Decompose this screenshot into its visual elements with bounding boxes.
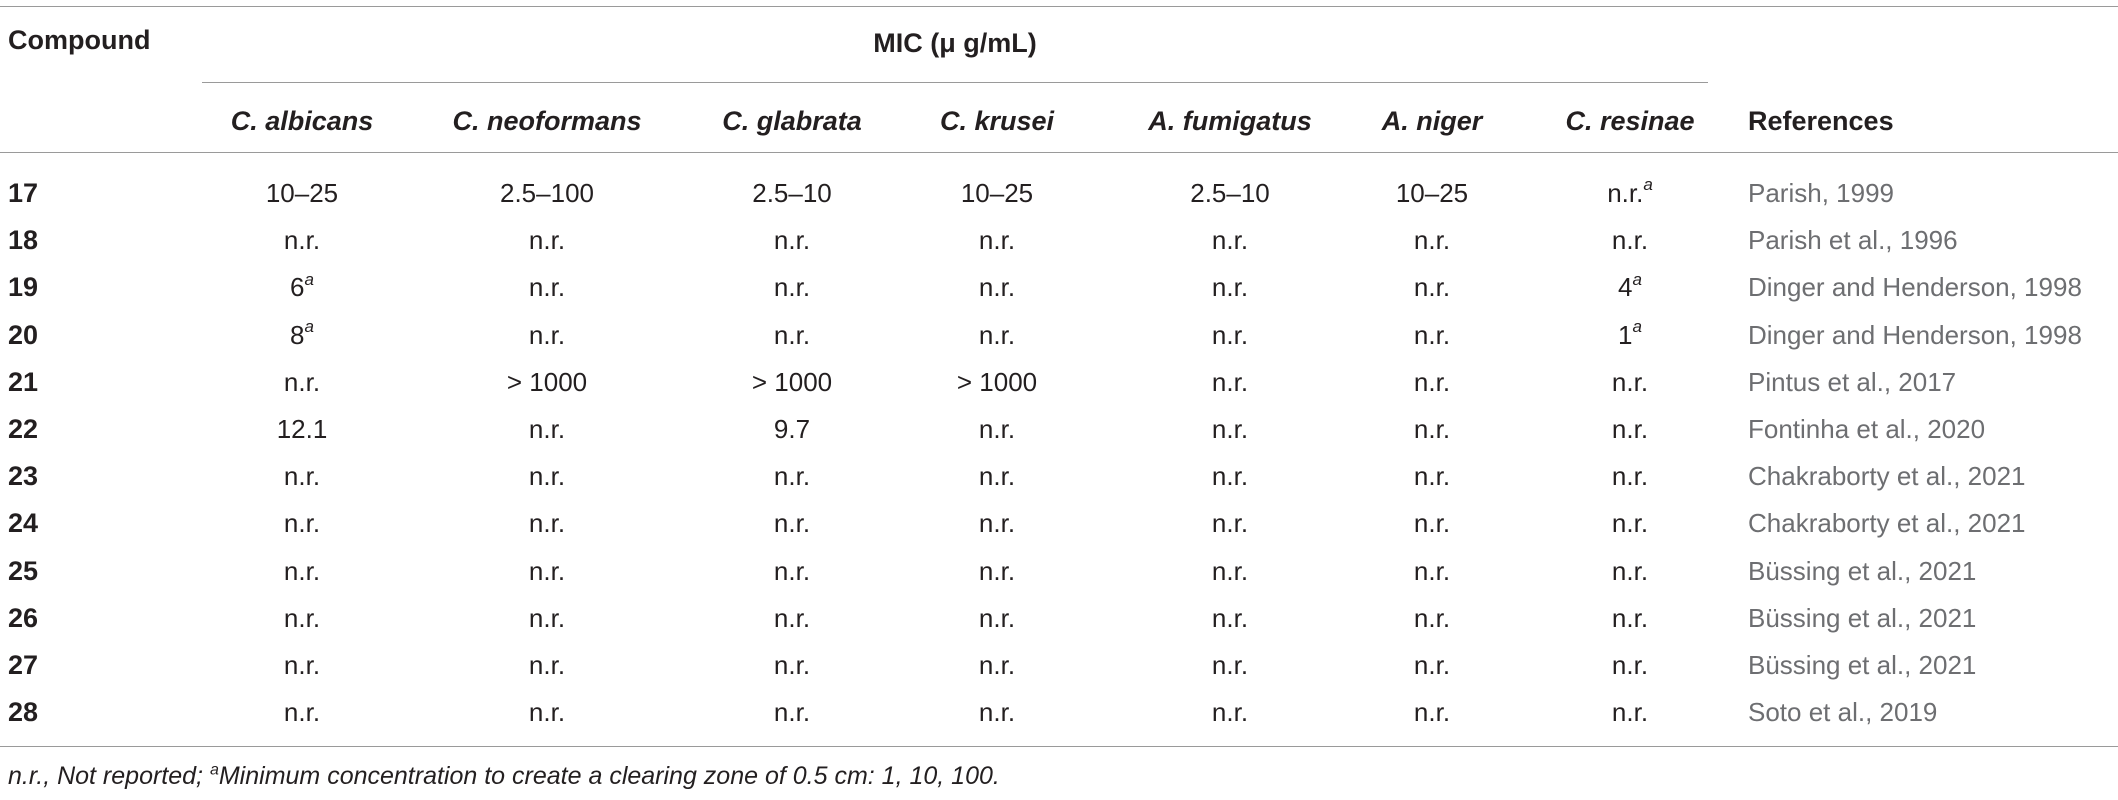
- mic-value: [672, 312, 912, 359]
- mic-value: [427, 453, 667, 500]
- mic-value-text: n.r.: [528, 319, 566, 350]
- footnote-marker: a: [304, 316, 314, 336]
- mic-value: [182, 264, 422, 311]
- mic-value-text: n.r.: [1211, 650, 1249, 680]
- compound-id: 24: [8, 508, 39, 539]
- mic-value-text: n.r.: [1211, 225, 1249, 256]
- mic-value-text: 9.7: [773, 414, 811, 444]
- mic-value-text: n.r.: [1211, 272, 1249, 303]
- mic-value: [1510, 595, 1750, 642]
- header-col-a-fumigatus: A. fumigatus: [1148, 106, 1312, 136]
- mic-span-rule: [202, 82, 1708, 83]
- mic-value-text: n.r.: [978, 508, 1016, 539]
- mic-value: [672, 548, 912, 595]
- mic-value-text: n.r.: [528, 602, 566, 633]
- mic-value-text: n.r.: [1413, 414, 1451, 444]
- mic-value-text: n.r.: [528, 697, 566, 728]
- mic-value-text: n.r.: [978, 602, 1016, 633]
- table-row: [0, 264, 2118, 311]
- mic-value: [672, 642, 912, 689]
- mic-value: [672, 264, 912, 311]
- mic-value: [877, 500, 1117, 547]
- mic-value: [672, 359, 912, 406]
- mic-value-text: n.r.: [1607, 178, 1644, 208]
- mic-value: [1510, 642, 1750, 689]
- mic-value-text: n.r.: [1211, 319, 1249, 350]
- mic-value: [427, 548, 667, 595]
- mic-value-text: n.r.: [978, 272, 1016, 303]
- header-col-a-niger: A. niger: [1381, 106, 1483, 136]
- mic-value-text: n.r.: [528, 225, 566, 256]
- compound-id: 19: [8, 272, 39, 303]
- mic-value: [672, 453, 912, 500]
- mic-value: [672, 217, 912, 264]
- mic-value-text: 2.5–10: [752, 178, 832, 208]
- reference-citation: Parish et al., 1996: [1748, 225, 1958, 256]
- mic-value-text: n.r.: [528, 414, 566, 444]
- header-col-c-resinae: C. resinae: [1565, 106, 1695, 136]
- mic-value-text: n.r.: [773, 697, 811, 728]
- mic-value-text: n.r.: [1413, 319, 1451, 350]
- table-row: [0, 312, 2118, 359]
- mic-value-text: 12.1: [276, 414, 328, 444]
- mic-value: [672, 689, 912, 736]
- mic-value: [1510, 689, 1750, 736]
- mic-value: [672, 406, 912, 453]
- mic-value-text: n.r.: [773, 272, 811, 303]
- compound-id: 17: [8, 178, 39, 208]
- mic-value-text: n.r.: [978, 319, 1016, 350]
- table-row: [0, 217, 2118, 264]
- mic-value: [182, 170, 422, 217]
- mic-value-text: n.r.: [773, 225, 811, 256]
- header-references: References: [1748, 106, 1894, 136]
- compound-id: 22: [8, 414, 39, 444]
- table-row: [0, 642, 2118, 689]
- mic-value: [427, 689, 667, 736]
- mic-value: [672, 595, 912, 642]
- mic-value: [427, 500, 667, 547]
- mic-value-text: n.r.: [978, 650, 1016, 680]
- mic-value: [1510, 453, 1750, 500]
- compound-id: 18: [8, 225, 39, 256]
- header-col-c-neoformans: C. neoformans: [452, 106, 642, 136]
- mic-value: [1510, 548, 1750, 595]
- mic-value-text: n.r.: [978, 697, 1016, 728]
- mic-value-text: n.r.: [1413, 461, 1451, 492]
- mic-value-text: n.r.: [528, 461, 566, 492]
- mic-value: [182, 406, 422, 453]
- mic-value-text: n.r.: [1611, 555, 1649, 586]
- table-row: [0, 500, 2118, 547]
- mic-value: [427, 312, 667, 359]
- compound-id: 23: [8, 461, 39, 492]
- mic-value: [1510, 217, 1750, 264]
- mic-value: [427, 595, 667, 642]
- footnote-marker: a: [1643, 175, 1653, 195]
- table-row: [0, 453, 2118, 500]
- mic-value-text: n.r.: [1611, 461, 1649, 492]
- mic-value-text: n.r.: [773, 319, 811, 350]
- reference-citation: Büssing et al., 2021: [1748, 650, 1977, 680]
- mic-value-text: n.r.: [1211, 366, 1249, 397]
- table-bottom-rule: [0, 746, 2118, 747]
- mic-value: [182, 453, 422, 500]
- header-col-c-krusei: C. krusei: [939, 106, 1055, 136]
- mic-value-text: n.r.: [1413, 508, 1451, 539]
- table-top-rule: [0, 6, 2118, 7]
- mic-value-text: n.r.: [528, 272, 566, 303]
- mic-value-text: n.r.: [1211, 697, 1249, 728]
- mic-value-text: 2.5–10: [1190, 178, 1270, 208]
- reference-citation: Dinger and Henderson, 1998: [1748, 319, 2082, 350]
- table-row: [0, 689, 2118, 736]
- mic-value: [182, 359, 422, 406]
- mic-value-text: 8: [290, 319, 305, 350]
- mic-value-text: n.r.: [1211, 602, 1249, 633]
- compound-id: 20: [8, 319, 39, 350]
- header-mic: MIC (μ g/mL): [873, 28, 1037, 58]
- mic-value-text: n.r.: [978, 461, 1016, 492]
- mic-value-text: n.r.: [773, 555, 811, 586]
- mic-value-text: n.r.: [1413, 225, 1451, 256]
- mic-value: [427, 264, 667, 311]
- header-col-c-glabrata: C. glabrata: [722, 106, 862, 136]
- mic-value: [672, 500, 912, 547]
- table-row: [0, 548, 2118, 595]
- mic-value-text: n.r.: [773, 602, 811, 633]
- mic-value-text: n.r.: [1611, 225, 1649, 256]
- mic-value-text: n.r.: [1413, 650, 1451, 680]
- mic-value: [877, 312, 1117, 359]
- mic-value-text: n.r.: [1413, 272, 1451, 303]
- mic-value: [427, 359, 667, 406]
- mic-value-text: n.r.: [283, 555, 321, 586]
- mic-value-text: 10–25: [265, 178, 339, 208]
- reference-citation: Dinger and Henderson, 1998: [1748, 272, 2082, 303]
- mic-value: [877, 264, 1117, 311]
- table-row: [0, 406, 2118, 453]
- reference-citation: Büssing et al., 2021: [1748, 555, 1977, 586]
- mic-value-text: n.r.: [1611, 414, 1649, 444]
- reference-citation: Parish, 1999: [1748, 178, 1894, 208]
- mic-value: [1510, 170, 1750, 217]
- mic-value-text: n.r.: [978, 225, 1016, 256]
- mic-value-text: n.r.: [1211, 508, 1249, 539]
- mic-value: [427, 406, 667, 453]
- mic-value-text: n.r.: [1211, 414, 1249, 444]
- footnote-abbrev: n.r., Not reported;: [8, 762, 210, 790]
- compound-id: 27: [8, 650, 39, 680]
- footnote-text: Minimum concentration to create a clearing zone of 0.5 cm: 1, 10, 100.: [218, 762, 1000, 790]
- mic-value: [1510, 312, 1750, 359]
- reference-citation: Pintus et al., 2017: [1748, 366, 1957, 397]
- mic-value: [182, 312, 422, 359]
- mic-value: [1510, 359, 1750, 406]
- mic-value-text: n.r.: [283, 508, 321, 539]
- mic-value-text: 4: [1618, 272, 1633, 303]
- compound-id: 21: [8, 366, 39, 397]
- mic-value-text: > 1000: [956, 366, 1038, 397]
- mic-value: [182, 642, 422, 689]
- footnote-marker: a: [1632, 269, 1642, 289]
- footnote-marker: a: [209, 761, 219, 779]
- mic-value: [877, 406, 1117, 453]
- header-bottom-rule: [0, 152, 2118, 153]
- mic-value: [877, 689, 1117, 736]
- mic-value-text: 6: [290, 272, 305, 303]
- mic-value: [182, 217, 422, 264]
- table-row: [0, 359, 2118, 406]
- mic-value: [182, 689, 422, 736]
- table-footnote: [8, 760, 1000, 792]
- mic-value-text: n.r.: [1611, 650, 1649, 680]
- mic-value-text: n.r.: [1413, 366, 1451, 397]
- footnote-marker: a: [304, 269, 314, 289]
- mic-value-text: n.r.: [978, 555, 1016, 586]
- mic-value: [877, 642, 1117, 689]
- mic-value: [877, 170, 1117, 217]
- compound-id: 25: [8, 555, 39, 586]
- mic-value-text: n.r.: [1611, 508, 1649, 539]
- mic-value: [427, 642, 667, 689]
- header-col-c-albicans: C. albicans: [230, 106, 374, 136]
- reference-citation: Fontinha et al., 2020: [1748, 414, 1986, 444]
- mic-value-text: n.r.: [1413, 697, 1451, 728]
- mic-value-text: n.r.: [1413, 555, 1451, 586]
- mic-value-text: n.r.: [773, 650, 811, 680]
- mic-value: [877, 595, 1117, 642]
- mic-value-text: > 1000: [751, 366, 833, 397]
- footnote-marker: a: [1632, 316, 1642, 336]
- mic-value-text: 10–25: [1395, 178, 1469, 208]
- header-compound: Compound: [8, 25, 151, 55]
- mic-value: [182, 548, 422, 595]
- mic-value-text: n.r.: [1611, 697, 1649, 728]
- compound-id: 28: [8, 697, 39, 728]
- mic-value: [1510, 406, 1750, 453]
- mic-value-text: n.r.: [1611, 366, 1649, 397]
- mic-value: [1510, 500, 1750, 547]
- mic-value-text: n.r.: [1211, 555, 1249, 586]
- mic-value-text: n.r.: [978, 414, 1016, 444]
- mic-value: [1510, 264, 1750, 311]
- mic-value-text: n.r.: [1611, 602, 1649, 633]
- mic-value-text: n.r.: [283, 697, 321, 728]
- mic-value: [182, 500, 422, 547]
- mic-value-text: n.r.: [283, 225, 321, 256]
- mic-value-text: > 1000: [506, 366, 588, 397]
- reference-citation: Chakraborty et al., 2021: [1748, 508, 2026, 539]
- mic-value-text: 2.5–100: [500, 178, 594, 208]
- mic-value: [427, 170, 667, 217]
- mic-value-text: n.r.: [283, 461, 321, 492]
- compound-id: 26: [8, 602, 39, 633]
- mic-value-text: n.r.: [528, 555, 566, 586]
- mic-value: [877, 359, 1117, 406]
- table-row: [0, 170, 2118, 217]
- mic-value-text: n.r.: [528, 650, 566, 680]
- mic-value: [182, 595, 422, 642]
- table-row: [0, 595, 2118, 642]
- mic-value-text: n.r.: [528, 508, 566, 539]
- mic-value: [877, 548, 1117, 595]
- mic-value-text: n.r.: [283, 602, 321, 633]
- reference-citation: Chakraborty et al., 2021: [1748, 461, 2026, 492]
- mic-value: [672, 170, 912, 217]
- reference-citation: Büssing et al., 2021: [1748, 602, 1977, 633]
- mic-value-text: n.r.: [1413, 602, 1451, 633]
- mic-value-text: n.r.: [773, 461, 811, 492]
- mic-value-text: n.r.: [773, 508, 811, 539]
- reference-citation: Soto et al., 2019: [1748, 697, 1938, 728]
- mic-value-text: n.r.: [1211, 461, 1249, 492]
- mic-value-text: 10–25: [960, 178, 1034, 208]
- mic-value: [427, 217, 667, 264]
- mic-value-text: 1: [1618, 319, 1633, 350]
- mic-value-text: n.r.: [283, 650, 321, 680]
- mic-value: [877, 453, 1117, 500]
- mic-value-text: n.r.: [283, 366, 321, 397]
- mic-value: [877, 217, 1117, 264]
